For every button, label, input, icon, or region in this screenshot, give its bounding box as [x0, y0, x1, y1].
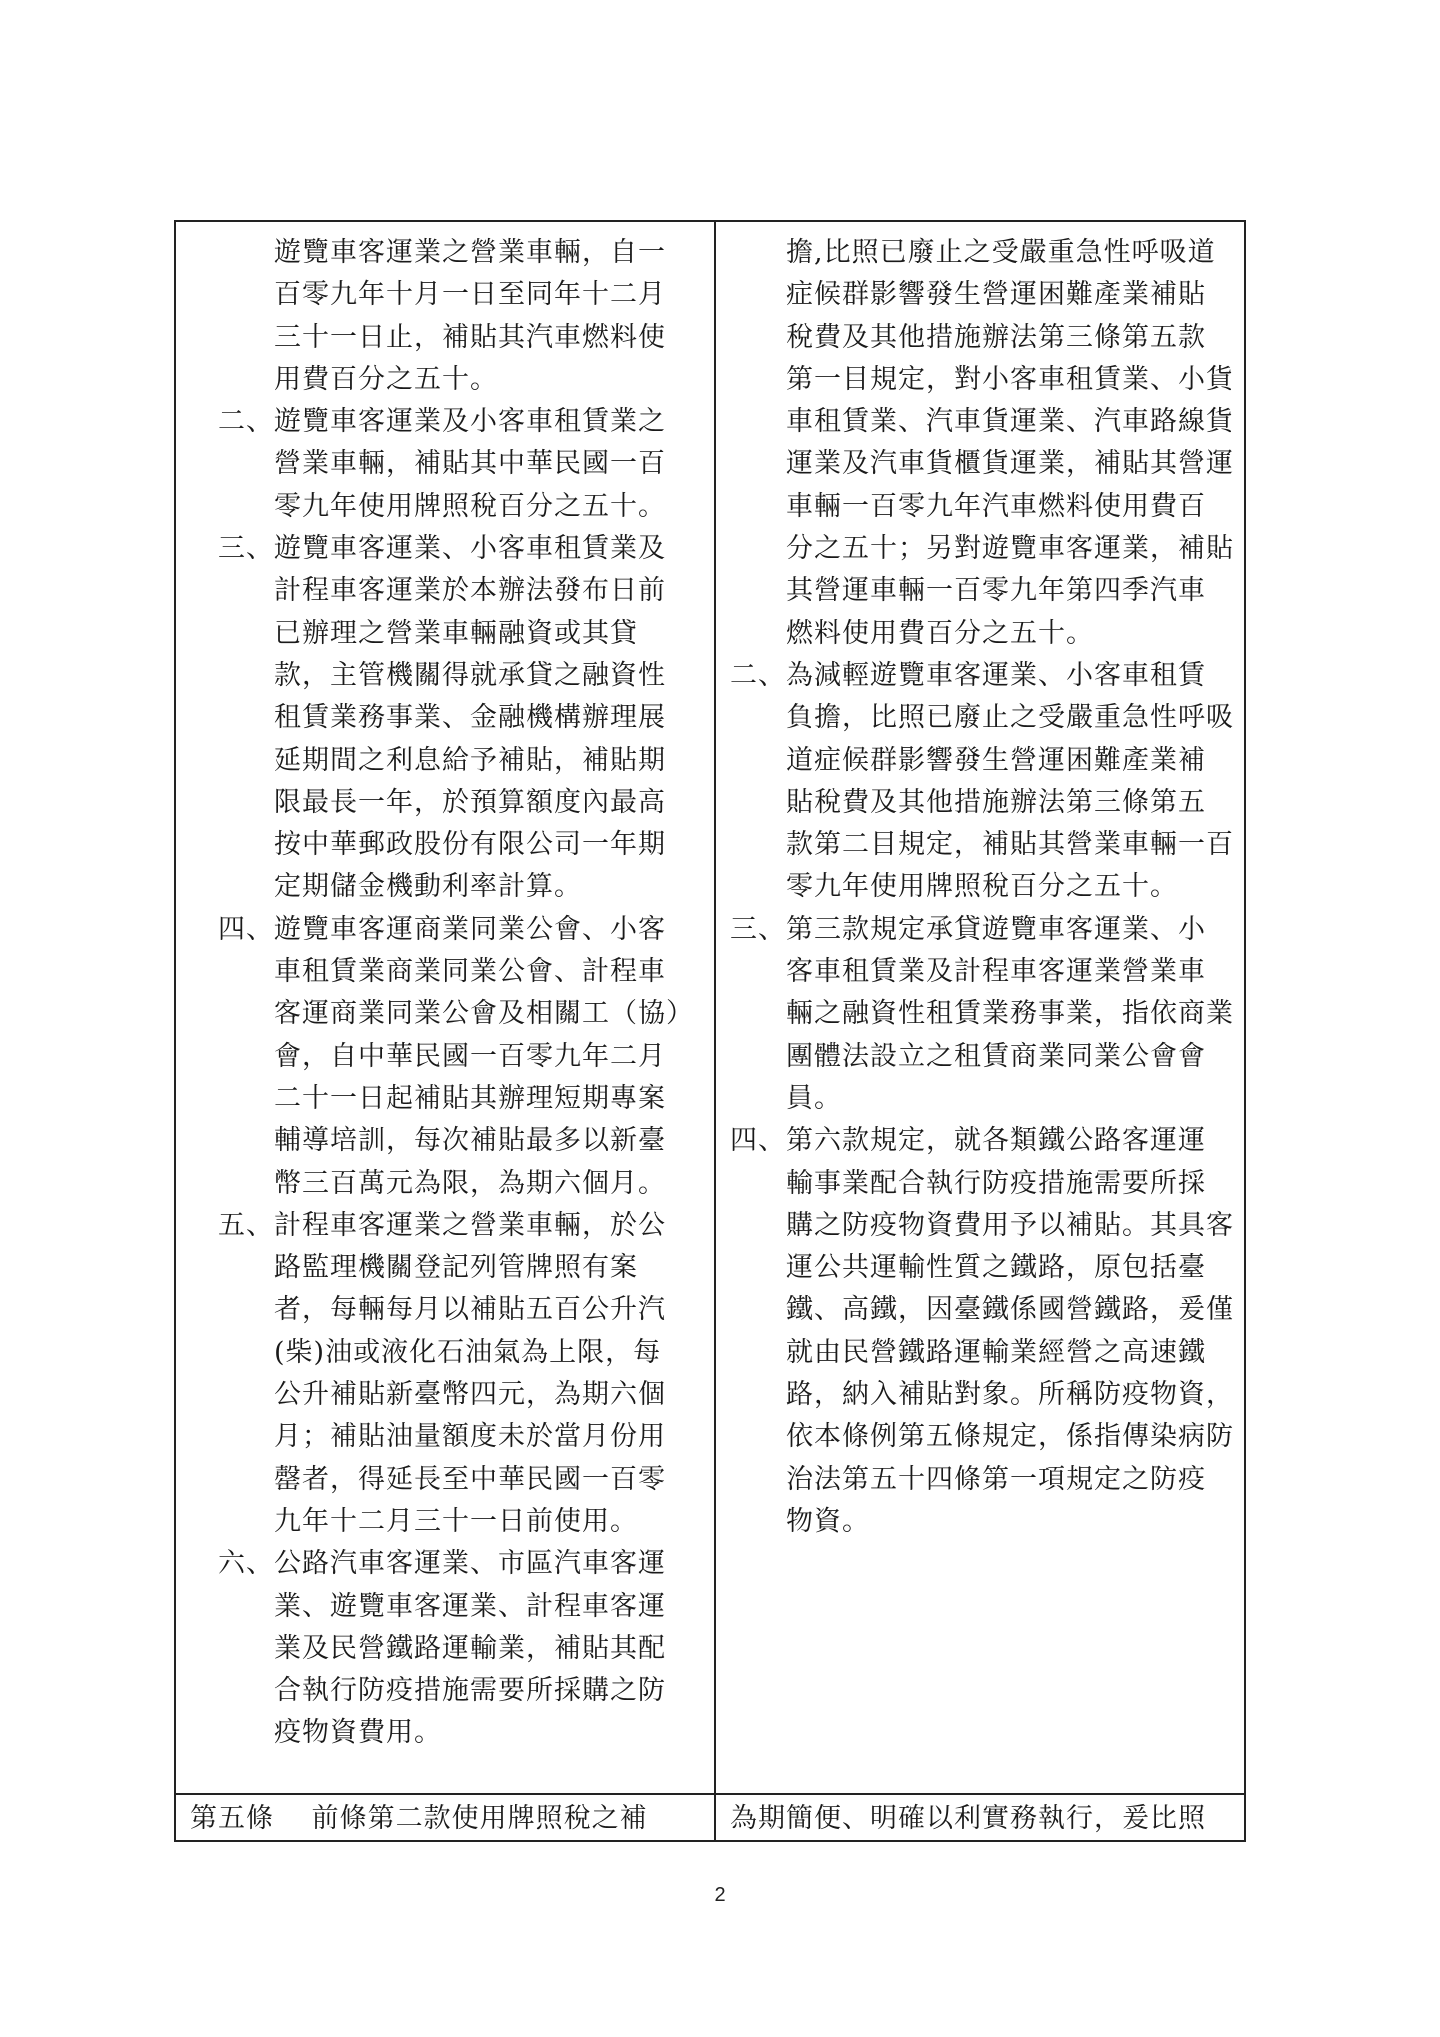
- right-line: 依本條例第五條規定，係指傳染病防: [730, 1421, 1234, 1453]
- left-line: 車租賃業商業同業公會、計程車: [190, 956, 666, 988]
- right-line: 擔,比照已廢止之受嚴重急性呼吸道: [730, 237, 1216, 268]
- left-line: 百零九年十月一日至同年十二月: [190, 279, 666, 311]
- left-line: 二十一日起補貼其辦理短期專案: [190, 1082, 666, 1114]
- left-line: 路監理機關登記列管牌照有案: [190, 1252, 638, 1284]
- left-line: 二、遊覽車客運業及小客車租賃業之: [190, 406, 666, 438]
- left-line: 合執行防疫措施需要所採購之防: [190, 1675, 666, 1707]
- left-line: 月；補貼油量額度未於當月份用: [190, 1421, 666, 1453]
- left-line: 會，自中華民國一百零九年二月: [190, 1040, 666, 1072]
- right-line: 購之防疫物資費用予以補貼。其具客: [730, 1209, 1234, 1241]
- right-line: 症候群影響發生營運困難產業補貼: [730, 279, 1206, 311]
- right-line: 三、第三款規定承貸遊覽車客運業、小: [730, 913, 1206, 945]
- right-line: 員。: [730, 1082, 842, 1114]
- left-line: 客運商業同業公會及相關工（協）: [190, 998, 694, 1030]
- left-line: 罄者，得延長至中華民國一百零: [190, 1463, 666, 1495]
- left-column-text: [190, 232, 706, 1755]
- right-line: 路，納入補貼對象。所稱防疫物資，: [730, 1379, 1234, 1411]
- right-line: 輸事業配合執行防疫措施需要所採: [730, 1167, 1206, 1199]
- comparison-table: [174, 220, 1246, 1842]
- left-line: 營業車輛，補貼其中華民國一百: [190, 448, 666, 480]
- right-line: 燃料使用費百分之五十。: [730, 617, 1094, 649]
- right-column-text: [730, 232, 1240, 1543]
- right-line: 運業及汽車貨櫃貨運業，補貼其營運: [730, 448, 1234, 480]
- left-line: 四、遊覽車客運商業同業公會、小客: [190, 913, 666, 945]
- right-line: 款第二目規定，補貼其營業車輛一百: [730, 829, 1234, 861]
- left-line: 三十一日止，補貼其汽車燃料使: [190, 321, 666, 353]
- explanation-line: 為期簡便、明確以利實務執行，爰比照: [730, 1803, 1206, 1834]
- right-line: 就由民營鐵路運輸業經營之高速鐵: [730, 1336, 1206, 1368]
- bottom-right-cell: [730, 1798, 1240, 1840]
- article-heading-line: 第五條 前條第二款使用牌照稅之補: [190, 1803, 648, 1834]
- left-line: 定期儲金機動利率計算。: [190, 871, 582, 903]
- row-divider: [176, 1793, 1244, 1795]
- right-line: 治法第五十四條第一項規定之防疫: [730, 1463, 1206, 1495]
- left-line: 租賃業務事業、金融機構辦理展: [190, 702, 666, 734]
- right-line: 團體法設立之租賃商業同業公會會: [730, 1040, 1206, 1072]
- left-line: (柴)油或液化石油氣為上限，每: [190, 1336, 662, 1368]
- right-line: 道症候群影響發生營運困難產業補: [730, 744, 1206, 776]
- right-line: 其營運車輛一百零九年第四季汽車: [730, 575, 1206, 607]
- left-line: 公升補貼新臺幣四元，為期六個: [190, 1379, 666, 1411]
- right-line: 貼稅費及其他措施辦法第三條第五: [730, 786, 1206, 818]
- right-line: 輛之融資性租賃業務事業，指依商業: [730, 998, 1234, 1030]
- left-line: 延期間之利息給予補貼，補貼期: [190, 744, 666, 776]
- bottom-left-cell: [190, 1798, 706, 1840]
- right-line: 稅費及其他措施辦法第三條第五款: [730, 321, 1206, 353]
- right-line: 第一目規定，對小客車租賃業、小貨: [730, 363, 1234, 395]
- left-line: 計程車客運業於本辦法發布日前: [190, 575, 666, 607]
- left-line: 零九年使用牌照稅百分之五十。: [190, 490, 666, 522]
- left-line: 按中華郵政股份有限公司一年期: [190, 829, 666, 861]
- left-line: 九年十二月三十一日前使用。: [190, 1505, 638, 1537]
- left-line: 五、計程車客運業之營業車輛，於公: [190, 1209, 666, 1241]
- left-line: 限最長一年，於預算額度內最高: [190, 786, 666, 818]
- left-line: 款，主管機關得就承貸之融資性: [190, 659, 666, 691]
- right-line: 分之五十；另對遊覽車客運業，補貼: [730, 533, 1234, 565]
- left-line: 疫物資費用。: [190, 1717, 442, 1749]
- left-line: 業、遊覽車客運業、計程車客運: [190, 1590, 666, 1622]
- right-line: 物資。: [730, 1505, 870, 1537]
- left-line: 用費百分之五十。: [190, 363, 498, 395]
- right-line: 零九年使用牌照稅百分之五十。: [730, 871, 1178, 903]
- left-line: 輔導培訓，每次補貼最多以新臺: [190, 1125, 666, 1157]
- left-line: 已辦理之營業車輛融資或其貸: [190, 617, 638, 649]
- left-line: 六、公路汽車客運業、市區汽車客運: [190, 1548, 666, 1580]
- right-line: 客車租賃業及計程車客運業營業車: [730, 956, 1206, 988]
- right-line: 鐵、高鐵，因臺鐵係國營鐵路，爰僅: [730, 1294, 1234, 1326]
- right-line: 車輛一百零九年汽車燃料使用費百: [730, 490, 1206, 522]
- left-line: 幣三百萬元為限，為期六個月。: [190, 1167, 666, 1199]
- left-line: 者，每輛每月以補貼五百公升汽: [190, 1294, 666, 1326]
- right-line: 二、為減輕遊覽車客運業、小客車租賃: [730, 659, 1206, 691]
- page-number: 2: [714, 1884, 726, 1906]
- left-line: 業及民營鐵路運輸業，補貼其配: [190, 1632, 666, 1664]
- column-divider: [714, 222, 716, 1840]
- left-line: 遊覽車客運業之營業車輛，自一: [190, 237, 666, 268]
- right-line: 負擔，比照已廢止之受嚴重急性呼吸: [730, 702, 1234, 734]
- right-line: 四、第六款規定，就各類鐵公路客運運: [730, 1125, 1206, 1157]
- right-line: 運公共運輸性質之鐵路，原包括臺: [730, 1252, 1206, 1284]
- right-line: 車租賃業、汽車貨運業、汽車路線貨: [730, 406, 1234, 438]
- left-line: 三、遊覽車客運業、小客車租賃業及: [190, 533, 666, 565]
